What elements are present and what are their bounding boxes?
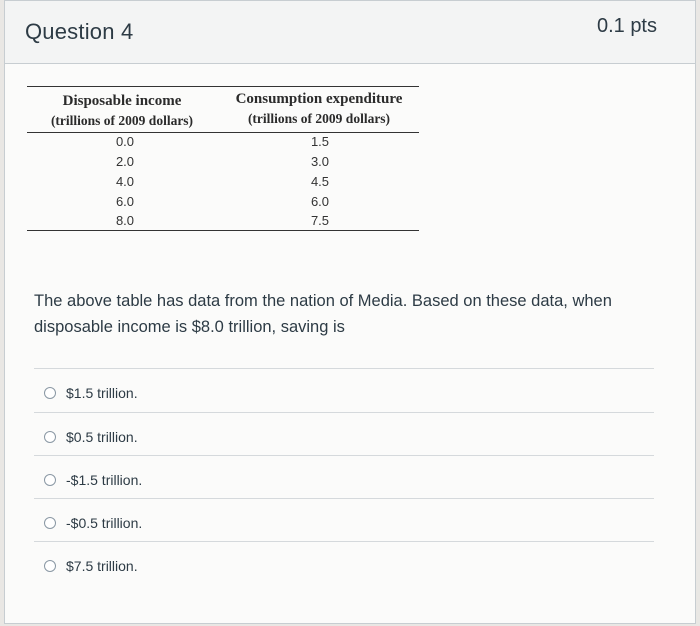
header-consumption-line2: (trillions of 2009 dollars) (247, 111, 391, 126)
table-bottom-rule (27, 230, 419, 231)
answer-divider (34, 455, 654, 456)
answer-option-3[interactable] (44, 470, 142, 490)
table-cell: 1.5 (310, 134, 330, 149)
answer-label: $0.5 trillion. (66, 429, 138, 445)
radio-button[interactable] (44, 517, 56, 529)
table-cell: 4.5 (310, 174, 330, 189)
question-points: 0.1 pts (596, 15, 657, 37)
answer-option-1[interactable] (44, 383, 138, 403)
table-cell: 6.0 (310, 194, 330, 209)
answer-label: -$1.5 trillion. (66, 472, 143, 488)
answer-option-4[interactable] (44, 513, 142, 533)
answer-divider (34, 412, 654, 413)
question-header (5, 1, 695, 64)
question-text: The above table has data from the nation of Media. Based on these data, when disposable income is $8.0 trillion, saving is (34, 292, 612, 336)
header-income-line1: Disposable income (62, 93, 182, 109)
radio-button[interactable] (44, 560, 56, 572)
answer-divider (34, 498, 654, 499)
answer-label: -$0.5 trillion. (66, 515, 143, 531)
answer-divider (34, 368, 654, 369)
answer-label: $7.5 trillion. (66, 558, 138, 574)
table-header-consumption (219, 90, 419, 128)
table-cell: 0.0 (115, 134, 135, 149)
header-income-line2: (trillions of 2009 dollars) (50, 113, 194, 128)
question-title: Question 4 (25, 19, 134, 44)
table-header-income (27, 92, 217, 130)
table-cell: 4.0 (115, 174, 135, 189)
answer-option-2[interactable] (44, 427, 138, 447)
table-cell: 2.0 (115, 154, 135, 169)
table-header-rule (27, 132, 419, 133)
table-cell: 7.5 (310, 213, 330, 228)
table-cell: 8.0 (115, 213, 135, 228)
table-top-rule (27, 86, 419, 87)
answer-divider (34, 541, 654, 542)
table-cell: 3.0 (310, 154, 330, 169)
table-cell: 6.0 (115, 194, 135, 209)
answer-option-5[interactable] (44, 556, 138, 576)
answer-label: $1.5 trillion. (66, 385, 138, 401)
radio-button[interactable] (44, 474, 56, 486)
radio-button[interactable] (44, 431, 56, 443)
header-consumption-line1: Consumption expenditure (235, 91, 403, 107)
radio-button[interactable] (44, 387, 56, 399)
